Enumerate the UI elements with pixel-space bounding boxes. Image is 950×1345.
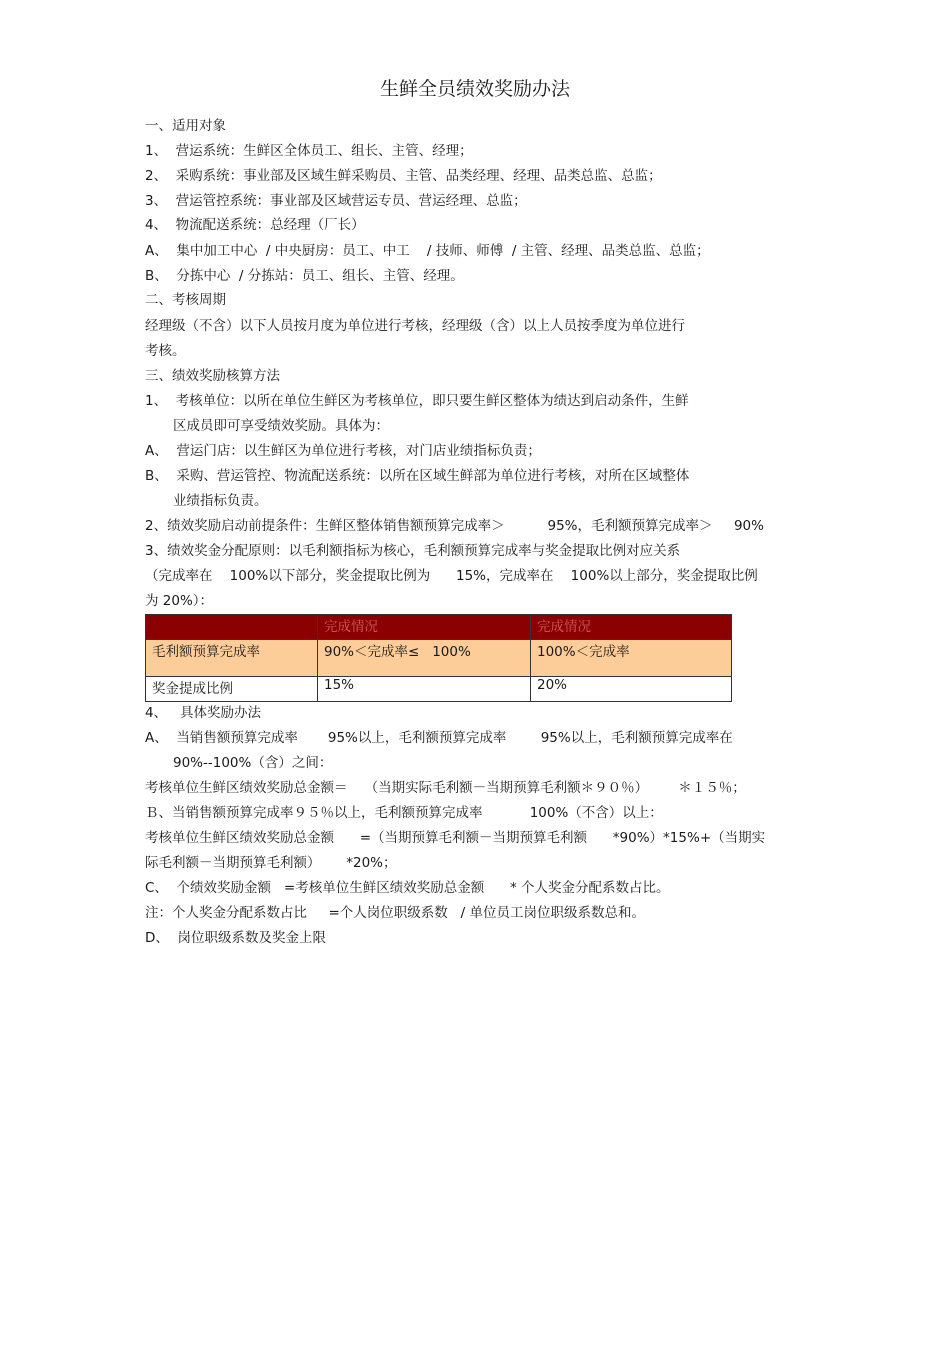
table-cell: 20%: [531, 677, 732, 702]
text-line: Ｂ、当销售额预算完成率９５％以上，毛利额预算完成率 100%（不含）以上：: [145, 805, 663, 821]
text-line: A、 当销售额预算完成率 95%以上，毛利额预算完成率 95%以上，毛利额预算完成率在: [145, 730, 733, 746]
text-line: 考核单位生鲜区绩效奖励总金额＝ （当期实际毛利额－当期预算毛利额＊９０％） ＊１５％；: [145, 780, 746, 796]
table-cell: 毛利额预算完成率: [146, 640, 318, 677]
text-line: 1、 营运系统：生鲜区全体员工、组长、主管、经理；: [145, 143, 473, 159]
text-line: 2、 采购系统：事业部及区域生鲜采购员、主管、品类经理、经理、品类总监、总监；: [145, 168, 662, 184]
text-line: 际毛利额－当期预算毛利额） *20%；: [145, 855, 397, 871]
table-row: [146, 677, 732, 702]
text-line: 经理级（不含）以下人员按月度为单位进行考核，经理级（含）以上人员按季度为单位进行: [145, 318, 685, 334]
text-line: （完成率在 100%以下部分，奖金提取比例为 15%，完成率在 100%以上部分，奖金提取比例: [145, 568, 758, 584]
table-cell: 15%: [318, 677, 531, 702]
table-header-row: [146, 615, 732, 640]
text-line: 1、 考核单位：以所在单位生鲜区为考核单位，即只要生鲜区整体为绩达到启动条件，生鲜: [145, 393, 689, 409]
text-line: 考核。: [145, 343, 186, 359]
section-heading: 二、考核周期: [145, 292, 226, 308]
text-line: 2、绩效奖励启动前提条件：生鲜区整体销售额预算完成率＞ 95%，毛利额预算完成率＞ 90%: [145, 518, 764, 534]
text-line: 4、 具体奖励办法: [145, 705, 261, 721]
text-line: 3、 营运管控系统：事业部及区域营运专员、营运经理、总监；: [145, 193, 527, 209]
table-cell: 奖金提成比例: [146, 677, 318, 702]
table-cell: 100%＜完成率: [531, 640, 732, 677]
text-line: B、 分拣中心 / 分拣站：员工、组长、主管、经理。: [145, 268, 464, 284]
table-cell: 90%＜完成率≤ 100%: [318, 640, 531, 677]
text-line: 4、 物流配送系统：总经理（厂长）: [145, 217, 365, 233]
text-line: 注：个人奖金分配系数占比 =个人岗位职级系数 / 单位员工岗位职级系数总和。: [145, 905, 645, 921]
text-line: 考核单位生鲜区绩效奖励总金额 =（当期预算毛利额－当期预算毛利额 *90%）*15%+（当期实: [145, 830, 766, 846]
text-line: A、 营运门店：以生鲜区为单位进行考核，对门店业绩指标负责；: [145, 443, 541, 459]
table-row: [146, 640, 732, 677]
text-line: 3、绩效奖金分配原则：以毛利额指标为核心，毛利额预算完成率与奖金提取比例对应关系: [145, 543, 681, 559]
text-line: 90%--100%（含）之间：: [173, 755, 333, 771]
text-line: B、 采购、营运管控、物流配送系统：以所在区域生鲜部为单位进行考核，对所在区域整体: [145, 468, 690, 484]
section-heading: 一、适用对象: [145, 118, 226, 134]
text-line: A、 集中加工中心 / 中央厨房：员工、中工 / 技师、师傅 / 主管、经理、品类总监、总监；: [145, 243, 710, 259]
text-line: 业绩指标负责。: [173, 493, 268, 509]
text-line: 区成员即可享受绩效奖励。具体为：: [173, 418, 389, 434]
bonus-ratio-table: [145, 614, 732, 702]
text-line: D、 岗位职级系数及奖金上限: [145, 930, 326, 946]
table-header-cell: [146, 615, 318, 640]
text-line: C、 个绩效奖励金额 =考核单位生鲜区绩效奖励总金额 * 个人奖金分配系数占比。: [145, 880, 670, 896]
document-title: 生鲜全员绩效奖励办法: [379, 78, 570, 100]
table-header-cell: 完成情况: [531, 615, 732, 640]
section-heading: 三、绩效奖励核算方法: [145, 368, 280, 384]
text-line: 为 20%）：: [145, 593, 214, 609]
table-header-cell: 完成情况: [318, 615, 531, 640]
